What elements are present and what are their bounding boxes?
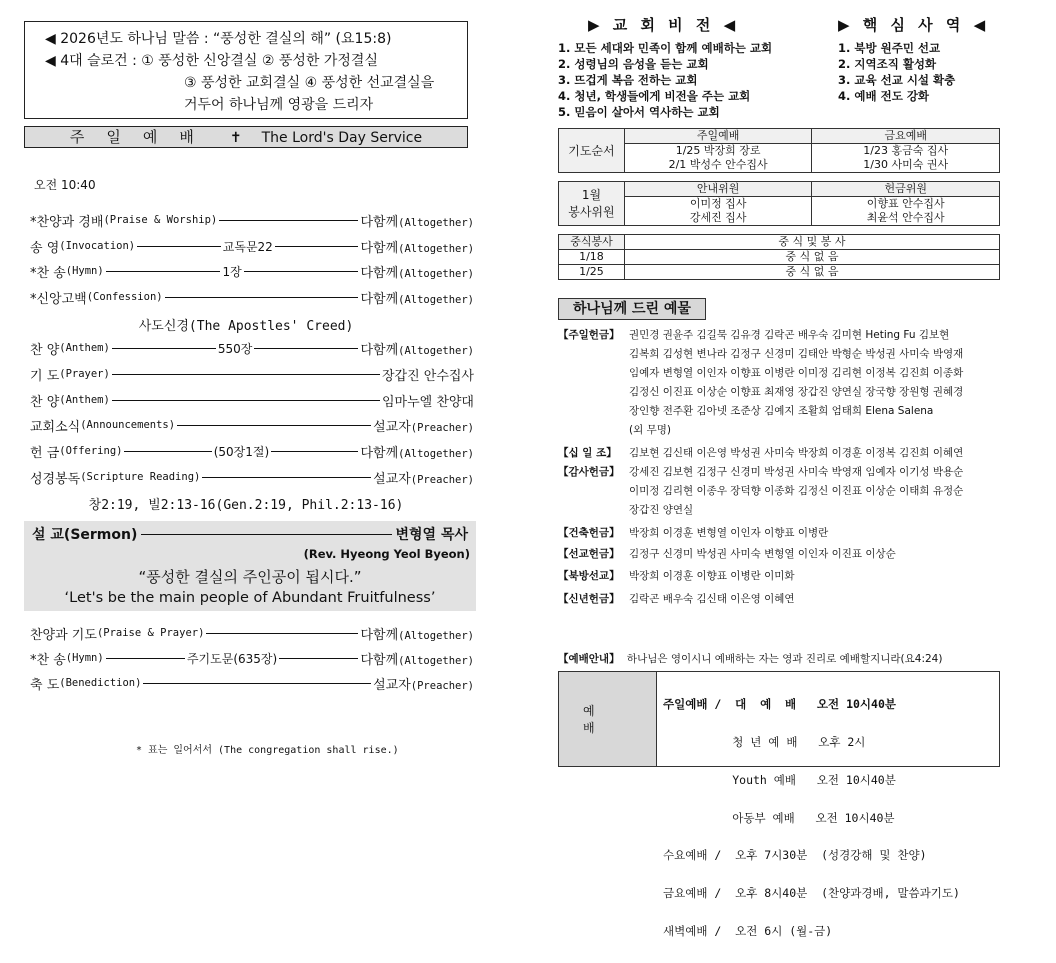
leader-en: (Altogether) [398, 242, 475, 255]
leader-line [254, 348, 358, 349]
cross-icon: ✝ [229, 130, 242, 146]
vision-list [558, 40, 772, 120]
usher-header: 안내위원 [624, 182, 812, 197]
order-item-name: *찬 송 [30, 265, 66, 281]
service-header [24, 126, 468, 148]
leader-ko: 다함께 [360, 627, 399, 643]
worship-schedule [663, 673, 960, 963]
vision-title: ▶ 교 회 비 전 ◀ [588, 16, 740, 34]
service-title-ko: 주일예배 [69, 128, 216, 146]
leader-en: (Altogether) [398, 216, 474, 229]
order-item-name: *찬 송 [30, 652, 66, 668]
order-item-en: (Praise & Worship) [103, 214, 218, 226]
order-item-name: 찬양과 기도 [30, 627, 97, 643]
sermon-row [32, 524, 468, 544]
theme-box [24, 21, 468, 119]
worship-line: 금요예배 / 오후 8시40분 (찬양과경배, 말씀과기도) [663, 886, 960, 901]
offering-group-label: 【선교헌금】 [558, 548, 620, 560]
offering-name-line: 김보현 김신태 이은영 박성권 사미숙 박장희 이경훈 이정복 김진희 이혜연 [629, 447, 964, 459]
vision-item: 1. 모든 세대와 민족이 함께 예배하는 교회 [558, 41, 773, 55]
ministry-title: ▶ 핵 심 사 역 ◀ [838, 16, 990, 34]
usher-2: 강세진 집사 [624, 211, 812, 226]
worship-line: 수요예배 / 오후 7시30분 (성경강해 및 찬양) [663, 848, 927, 863]
offering-name-line: (외 무명) [629, 424, 671, 436]
order-item-leader [360, 211, 474, 230]
lunch-text: 중 식 없 음 [624, 265, 999, 280]
order-item-name: 축 도 [30, 677, 60, 693]
leader-ko: 설교자 [373, 471, 411, 487]
lunch-header: 중 식 및 봉 사 [624, 235, 999, 250]
theme-line-3: ③ 풍성한 교회결실 ④ 풍성한 선교결실을 [184, 75, 435, 91]
order-item-leader [360, 339, 474, 358]
leader-line [112, 374, 380, 375]
worship-label: 예 배 [559, 672, 657, 766]
leader-line [202, 477, 371, 478]
order-item-name: 교회소식 [30, 419, 81, 435]
ministry-item: 2. 지역조직 활성화 [838, 57, 937, 71]
offering-group-label: 【신년헌금】 [558, 593, 620, 605]
leader-line [124, 451, 211, 452]
order-row [30, 209, 474, 231]
leader-line [275, 246, 359, 247]
friday-prayer-1: 1/23 홍금숙 집사 [812, 144, 1000, 159]
sermon-label: 설 교(Sermon) [32, 527, 138, 543]
leader-line [271, 451, 358, 452]
order-item-en: (Hymn) [65, 652, 104, 664]
leader-line [112, 348, 216, 349]
order-item-name: *찬양과 경배 [30, 214, 104, 230]
offering-name-line: 박장희 이경훈 변형열 이인자 이향표 이병란 [629, 527, 829, 539]
order-item-en: (Prayer) [59, 368, 110, 380]
leader-line [244, 271, 359, 272]
worship-line: Youth 예배 오전 10시40분 [663, 772, 896, 787]
offering-name-line: 임예자 변형열 이인자 이향표 이병란 이미정 김리현 이정복 김진희 이종화 [629, 367, 964, 379]
leader-line [177, 425, 371, 426]
scripture-reference: 창2:19, 빌2:13-16(Gen.2:19, Phil.2:13-16) [88, 498, 404, 513]
service-title-en: The Lord's Day Service [261, 130, 423, 146]
order-item-en: (Invocation) [59, 240, 136, 252]
leader-line [112, 400, 380, 401]
leader-ko: 다함께 [360, 265, 399, 281]
lunch-date: 1/18 [559, 250, 625, 265]
volunteer-label [559, 182, 625, 226]
leader-en: (Altogether) [398, 293, 474, 306]
order-row [30, 235, 474, 257]
offering-names [629, 444, 1009, 463]
order-row [30, 260, 474, 282]
order-item-detail: 550장 [217, 341, 253, 356]
leader-line [143, 683, 371, 684]
order-item-leader [373, 674, 474, 693]
order-item-detail: (50장1절) [213, 444, 270, 459]
leader-ko: 다함께 [360, 445, 399, 461]
order-item-detail: 주기도문(635장) [186, 651, 278, 666]
leader-en: (Preacher) [410, 421, 474, 434]
leader-en: (Altogether) [398, 629, 474, 642]
leader-line [141, 534, 391, 535]
ministry-item: 4. 예배 전도 강화 [838, 89, 930, 103]
order-item-leader [360, 649, 474, 668]
offering-name-line: 장갑진 양연실 [629, 504, 694, 516]
order-item-en: (Anthem) [59, 394, 110, 406]
order-item-en: (Offering) [59, 445, 123, 457]
order-item-leader [360, 442, 474, 461]
offering-names [629, 524, 1009, 543]
offering-volunteer-1: 이향표 안수집사 [812, 197, 1000, 212]
leader-line [137, 246, 221, 247]
order-item-en: (Scripture Reading) [80, 471, 201, 483]
volunteer-month: 1월 [581, 187, 602, 202]
leader-ko: 다함께 [360, 291, 399, 307]
worship-line: 아동부 예배 오전 10시40분 [663, 810, 895, 825]
ministry-item: 3. 교육 선교 시설 확충 [838, 73, 956, 87]
theme-line-2: ◀ 4대 슬로건 : ① 풍성한 신앙결실 ② 풍성한 가정결실 [45, 53, 378, 69]
order-row [30, 363, 474, 385]
order-row [30, 647, 474, 669]
worship-line: 청 년 예 배 오후 2시 [663, 734, 866, 749]
leader-line [219, 220, 358, 221]
sermon-preacher-en: (Rev. Hyeong Yeol Byeon) [303, 547, 470, 561]
theme-line-4: 거두어 하나님께 영광을 드리자 [184, 97, 374, 113]
worship-schedule-box [558, 671, 1000, 938]
offering-name-line: 강세진 김보현 김정구 신경미 박성권 사미숙 박영재 임예자 이기성 박용순 [629, 466, 964, 478]
order-item-leader [360, 262, 474, 281]
volunteer-title: 봉사위원 [568, 204, 615, 219]
order-item-en: (Announcements) [80, 419, 176, 431]
vision-item: 4. 청년, 학생들에게 비전을 주는 교회 [558, 89, 751, 103]
order-item-en: (Confession) [86, 291, 163, 303]
sermon-preacher: 변형열 목사 [395, 527, 468, 543]
order-item-en: (Praise & Prayer) [96, 627, 205, 639]
sunday-header: 주일예배 [624, 129, 812, 144]
offering-name-line: 장인향 전주환 김아넷 조준상 김예지 조활희 엄태희 Elena Salena [629, 405, 934, 417]
leader-en: (Altogether) [398, 447, 474, 460]
prayer-roster-table [558, 128, 1000, 173]
lunch-label: 중식봉사 [559, 235, 625, 250]
order-row [30, 622, 474, 644]
leader-en: (Preacher) [410, 679, 474, 692]
ministry-list [838, 40, 955, 104]
lunch-service-table [558, 234, 1000, 280]
order-item-leader [382, 365, 474, 384]
leader-line [206, 633, 358, 634]
sunday-prayer-2: 2/1 박성수 안수집사 [624, 158, 812, 173]
order-row [30, 466, 474, 488]
vision-item: 3. 뜨겁게 복음 전하는 교회 [558, 73, 698, 87]
standing-footnote: * 표는 일어서서 (The congregation shall rise.) [136, 745, 399, 756]
leader-line [106, 658, 185, 659]
order-item-leader [360, 288, 474, 307]
offering-names [629, 545, 1009, 564]
leader-ko: 다함께 [360, 342, 399, 358]
lunch-text: 중 식 없 음 [624, 250, 999, 265]
sermon-title-en: ‘Let's be the main people of Abundant Fruitfulness’ [64, 590, 436, 606]
vision-item: 2. 성령님의 음성을 듣는 교회 [558, 57, 709, 71]
order-item-en: (Hymn) [65, 265, 104, 277]
leader-line [279, 658, 358, 659]
offering-group-label: 【북방선교】 [558, 570, 620, 582]
vision-item: 5. 믿음이 살아서 역사하는 교회 [558, 105, 720, 119]
offering-volunteer-2: 최윤석 안수집사 [812, 211, 1000, 226]
order-item-name: 기 도 [30, 368, 60, 384]
worship-line: 주일예배 / 대 예 배 오전 10시40분 [663, 697, 896, 712]
leader-ko: 장갑진 안수집사 [381, 368, 474, 384]
offering-name-line: 김정구 신경미 박성권 사미숙 변형열 이인자 이진표 이상순 [629, 548, 896, 560]
leader-en: (Altogether) [398, 267, 474, 280]
order-row [30, 389, 474, 411]
order-item-leader [373, 468, 474, 487]
leader-line [106, 271, 221, 272]
leader-en: (Altogether) [398, 654, 474, 667]
prayer-label: 기도순서 [559, 129, 625, 173]
leader-ko: 설교자 [373, 419, 411, 435]
order-item-name: 헌 금 [30, 445, 60, 461]
offering-header: 헌금위원 [812, 182, 1000, 197]
order-item-en: (Benediction) [59, 677, 142, 689]
offering-names [629, 567, 1009, 586]
worship-guide-label: 【예배안내】 [558, 653, 620, 665]
offering-group-label: 【십 일 조】 [558, 447, 617, 459]
order-item-name: 성경봉독 [30, 471, 81, 487]
usher-1: 이미정 집사 [624, 197, 812, 212]
order-item-name: 찬 양 [30, 394, 60, 410]
worship-guide-verse: 하나님은 영이시니 예배하는 자는 영과 진리로 예배할지니라(요4:24) [626, 653, 943, 665]
sermon-block [24, 521, 476, 611]
leader-ko: 설교자 [373, 677, 411, 693]
offering-name-line: 김복희 김성현 변나라 김정구 신경미 김태안 박형순 박성권 사미숙 박영재 [629, 348, 964, 360]
order-row [30, 672, 474, 694]
service-time: 오전 10:40 [34, 178, 96, 192]
order-item-detail: 1장 [222, 264, 242, 279]
order-item-name: 찬 양 [30, 342, 60, 358]
offering-group-label: 【주일헌금】 [558, 329, 620, 341]
leader-en: (Altogether) [398, 344, 474, 357]
order-row [30, 337, 474, 359]
theme-line-1: ◀ 2026년도 하나님 말씀 : “풍성한 결실의 해” (요15:8) [45, 31, 392, 47]
sunday-prayer-1: 1/25 박장희 장로 [624, 144, 812, 159]
order-row [30, 286, 474, 308]
order-item-name: *신앙고백 [30, 291, 87, 307]
order-item-leader [382, 391, 474, 410]
order-row [30, 440, 474, 462]
leader-ko: 임마누엘 찬양대 [381, 394, 474, 410]
order-item-name: 송 영 [30, 240, 60, 256]
offerings-title: 하나님께 드린 예물 [558, 298, 706, 320]
offering-name-line: 김락곤 배우숙 김신태 이은영 이혜연 [629, 593, 795, 605]
offering-names [629, 590, 1009, 609]
creed-line: 사도신경(The Apostles' Creed) [138, 319, 354, 334]
offering-name-line: 박장희 이경훈 이향표 이병란 이미화 [629, 570, 795, 582]
ministry-item: 1. 북방 원주민 선교 [838, 41, 941, 55]
lunch-date: 1/25 [559, 265, 625, 280]
friday-prayer-2: 1/30 사미숙 권사 [812, 158, 1000, 173]
worship-line: 새벽예배 / 오전 6시 (월-금) [663, 923, 833, 938]
order-item-leader [360, 624, 474, 643]
worship-guide [558, 651, 942, 666]
sermon-title-ko: “풍성한 결실의 주인공이 됩시다.” [138, 568, 362, 586]
offering-group-label: 【건축헌금】 [558, 527, 620, 539]
order-item-leader [360, 237, 474, 256]
offering-names [629, 463, 1009, 520]
leader-ko: 다함께 [360, 214, 399, 230]
order-item-detail: 교독문22 [222, 239, 273, 254]
offering-name-line: 김정신 이진표 이상순 이향표 최재영 장갑진 양연실 장국향 장원형 권혜경 [629, 386, 964, 398]
leader-ko: 다함께 [360, 652, 399, 668]
order-row [30, 414, 474, 436]
offering-group-label: 【감사헌금】 [558, 466, 620, 478]
leader-line [165, 297, 359, 298]
order-item-en: (Anthem) [59, 342, 110, 354]
friday-header: 금요예배 [812, 129, 1000, 144]
leader-en: (Preacher) [410, 473, 474, 486]
leader-ko: 다함께 [360, 240, 399, 256]
volunteer-table [558, 181, 1000, 226]
order-item-leader [373, 416, 474, 435]
offering-name-line: 권민경 권윤주 김길묵 김유경 김락곤 배우숙 김미현 Heting Fu 김보현 [629, 329, 950, 341]
offering-name-line: 이미정 김리현 이종우 장덕향 이종화 김정신 이진표 이상순 이태희 유정순 [629, 485, 964, 497]
offering-names [629, 326, 1009, 440]
